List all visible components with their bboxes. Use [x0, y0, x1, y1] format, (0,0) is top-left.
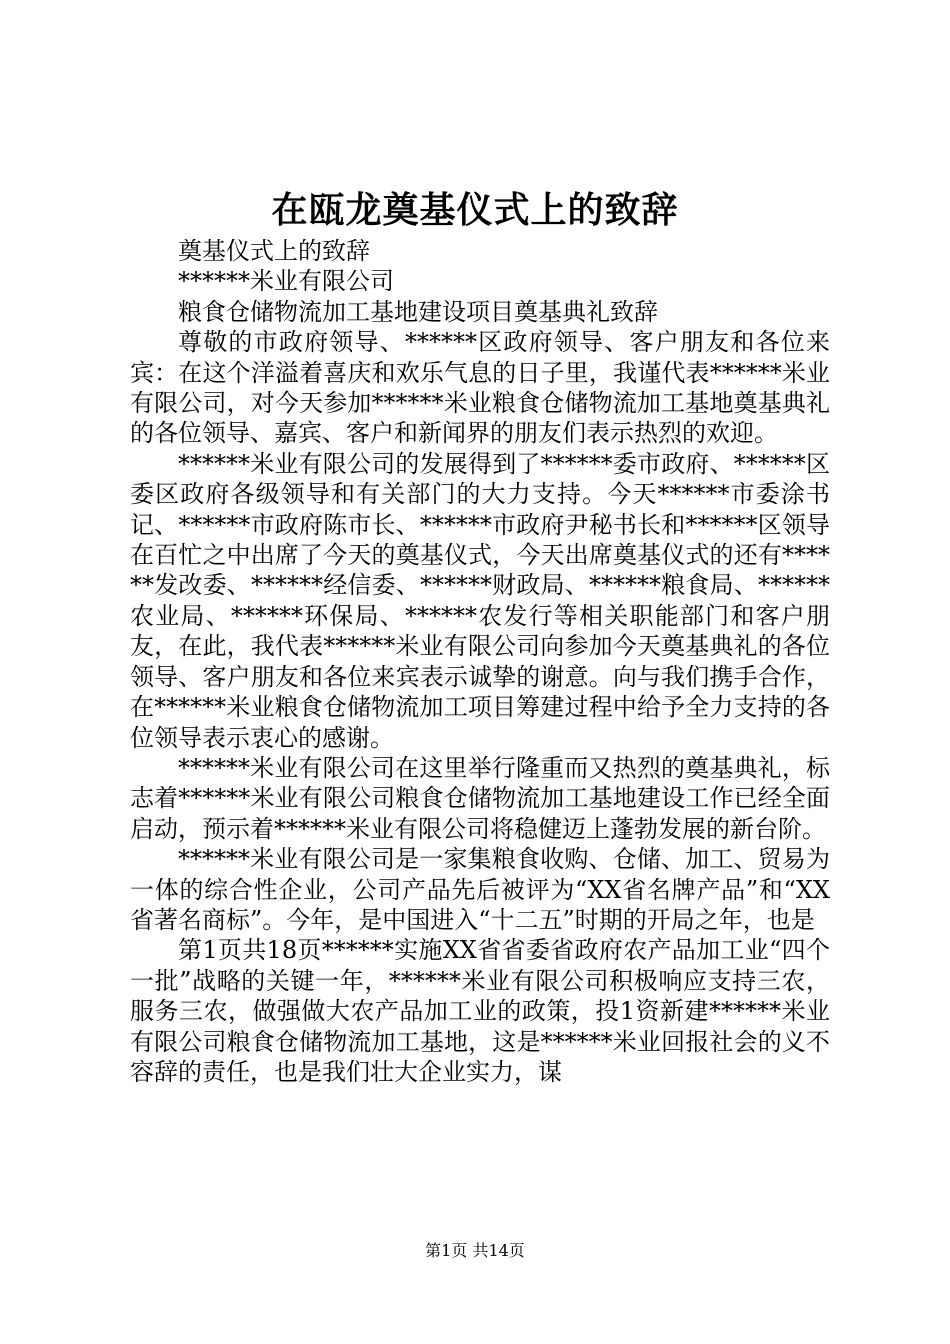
header-line: 奠基仪式上的致辞 — [178, 237, 370, 265]
paragraph: ******米业有限公司的发展得到了******委市政府、******区委区政府各级领导和有关部门的大力支持。今天******市委涂书记、******市政府陈市长、******市政府尹秘书长和******区领导在百忙之中出席了今天的奠基仪式，今天出席奠基仪式的还有******发改委、******经信委、******财政局、******粮食局、******农业局、******环保局、******农发行等相关职能部门和客户朋友，在此，我代表******米业有限公司向参加今天奠基典礼的各位领导、客户朋友和各位来宾表示诚挚的谢意。向与我们携手合作，在******米业粮食仓储物流加工项目筹建过程中给予全力支持的各位领导表示衷心的感谢。 — [130, 449, 830, 752]
paragraph: 第1页共18页******实施XX省省委省政府农产品加工业“四个一批”战略的关键一年，******米业有限公司积极响应支持三农，服务三农，做强做大农产品加工业的政策，投1资新建******米业有限公司粮食仓储物流加工基地，这是******米业回报社会的义不容辞的责任，也是我们壮大企业实力，谋 — [130, 936, 830, 1086]
paragraph: 尊敬的市政府领导、******区政府领导、客户朋友和各位来宾：在这个洋溢着喜庆和欢乐气息的日子里，我谨代表******米业有限公司，对今天参加******米业粮食仓储物流加工基地奠基典礼的各位领导、嘉宾、客户和新闻界的朋友们表示热烈的欢迎。 — [130, 328, 830, 448]
paragraph: ******米业有限公司是一家集粮食收购、仓储、加工、贸易为一体的综合性企业，公司产品先后被评为“XX省名牌产品”和“XX省著名商标”。今年，是中国进入“十二五”时期的开局之年，也是 — [130, 845, 830, 934]
page-footer: 第1页 共14页 — [425, 1241, 525, 1260]
document-title: 在瓯龙奠基仪式上的致辞 — [271, 189, 679, 231]
header-line: ******米业有限公司 — [178, 267, 394, 296]
paragraph: ******米业有限公司在这里举行隆重而又热烈的奠基典礼，标志着******米业有限公司粮食仓储物流加工基地建设工作已经全面启动，预示着******米业有限公司将稳健迈上蓬勃发展的新台阶。 — [130, 753, 830, 843]
header-line: 粮食仓储物流加工基地建设项目奠基典礼致辞 — [178, 297, 658, 326]
document-body — [130, 236, 830, 1087]
